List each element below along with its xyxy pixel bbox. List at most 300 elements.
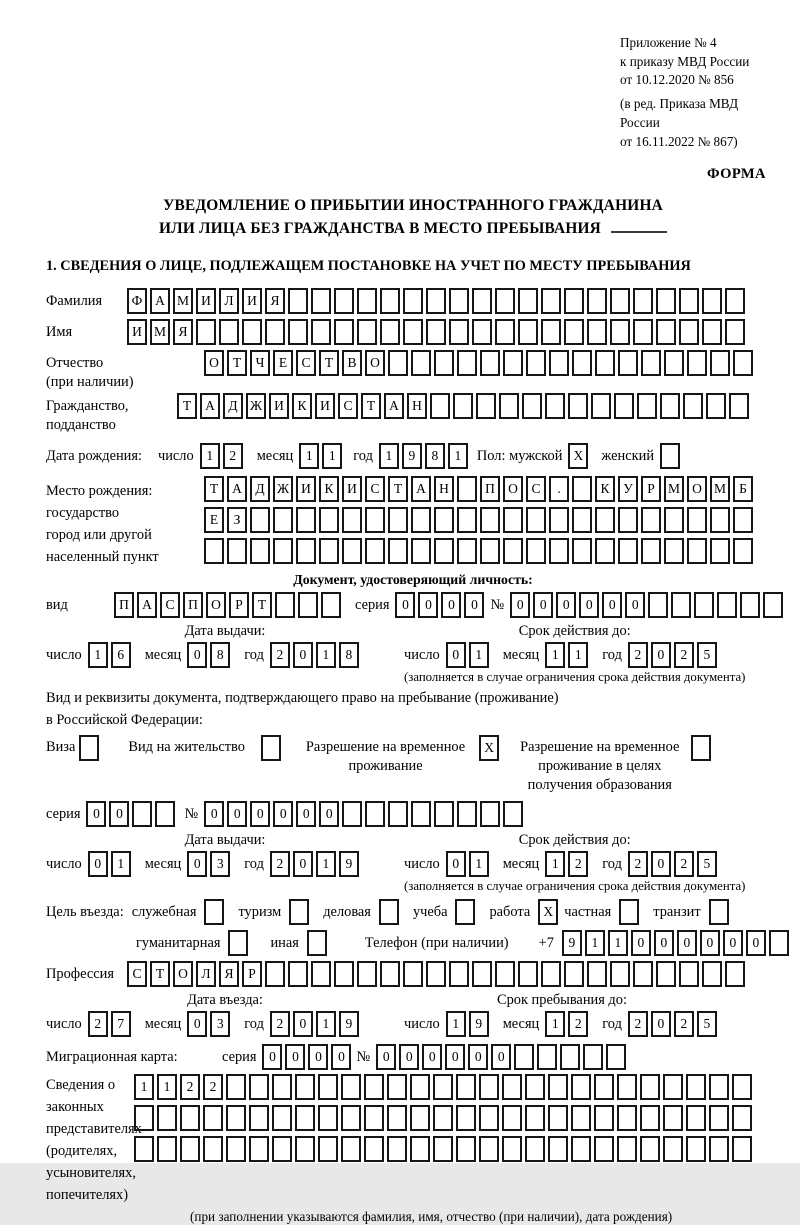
char-cell[interactable]: 0 — [395, 592, 415, 618]
char-cell[interactable] — [226, 1074, 246, 1100]
char-cell[interactable]: Т — [252, 592, 272, 618]
char-cell[interactable] — [525, 1074, 545, 1100]
char-cell[interactable] — [380, 288, 400, 314]
char-cell[interactable] — [502, 1105, 522, 1131]
char-cell[interactable] — [671, 592, 691, 618]
char-cell[interactable]: Ж — [246, 393, 266, 419]
char-cell[interactable] — [725, 319, 745, 345]
char-cell[interactable] — [410, 1074, 430, 1100]
char-cell[interactable]: 0 — [293, 642, 313, 668]
residence-issue-month-cells[interactable] — [187, 851, 233, 877]
char-cell[interactable]: С — [338, 393, 358, 419]
char-cell[interactable] — [480, 507, 500, 533]
char-cell[interactable]: 2 — [88, 1011, 108, 1037]
char-cell[interactable]: О — [206, 592, 226, 618]
char-cell[interactable] — [717, 592, 737, 618]
char-cell[interactable] — [311, 319, 331, 345]
char-cell[interactable]: Р — [242, 961, 262, 987]
char-cell[interactable] — [518, 961, 538, 987]
char-cell[interactable]: 0 — [602, 592, 622, 618]
char-cell[interactable] — [480, 538, 500, 564]
char-cell[interactable] — [342, 507, 362, 533]
char-cell[interactable]: П — [480, 476, 500, 502]
char-cell[interactable] — [250, 538, 270, 564]
char-cell[interactable]: С — [127, 961, 147, 987]
char-cell[interactable]: 0 — [293, 851, 313, 877]
char-cell[interactable] — [686, 1136, 706, 1162]
phone-cells[interactable] — [562, 930, 792, 956]
char-cell[interactable] — [583, 1044, 603, 1070]
char-cell[interactable] — [387, 1105, 407, 1131]
char-cell[interactable]: 0 — [418, 592, 438, 618]
char-cell[interactable] — [249, 1074, 269, 1100]
char-cell[interactable] — [318, 1074, 338, 1100]
char-cell[interactable] — [479, 1074, 499, 1100]
stay-year-cells[interactable] — [628, 1011, 720, 1037]
char-cell[interactable] — [226, 1136, 246, 1162]
representatives-cells-row3[interactable] — [134, 1136, 755, 1162]
char-cell[interactable]: 0 — [654, 930, 674, 956]
char-cell[interactable]: М — [173, 288, 193, 314]
char-cell[interactable] — [242, 319, 262, 345]
char-cell[interactable] — [298, 592, 318, 618]
char-cell[interactable] — [564, 319, 584, 345]
char-cell[interactable]: А — [227, 476, 247, 502]
char-cell[interactable] — [769, 930, 789, 956]
char-cell[interactable] — [549, 538, 569, 564]
char-cell[interactable]: 0 — [533, 592, 553, 618]
char-cell[interactable] — [679, 288, 699, 314]
char-cell[interactable] — [318, 1105, 338, 1131]
char-cell[interactable] — [380, 319, 400, 345]
purpose-tourism-checkbox[interactable] — [289, 899, 309, 925]
char-cell[interactable]: 1 — [545, 851, 565, 877]
char-cell[interactable] — [640, 1074, 660, 1100]
char-cell[interactable] — [227, 538, 247, 564]
char-cell[interactable] — [334, 961, 354, 987]
char-cell[interactable]: 0 — [250, 801, 270, 827]
char-cell[interactable] — [388, 538, 408, 564]
char-cell[interactable] — [518, 319, 538, 345]
char-cell[interactable] — [426, 288, 446, 314]
char-cell[interactable] — [387, 1074, 407, 1100]
char-cell[interactable] — [410, 1105, 430, 1131]
char-cell[interactable]: 1 — [469, 851, 489, 877]
char-cell[interactable]: 0 — [625, 592, 645, 618]
char-cell[interactable] — [434, 538, 454, 564]
char-cell[interactable]: 2 — [223, 443, 243, 469]
char-cell[interactable] — [226, 1105, 246, 1131]
char-cell[interactable]: С — [296, 350, 316, 376]
char-cell[interactable] — [560, 1044, 580, 1070]
char-cell[interactable]: Д — [223, 393, 243, 419]
char-cell[interactable] — [318, 1136, 338, 1162]
char-cell[interactable]: Я — [173, 319, 193, 345]
char-cell[interactable] — [648, 592, 668, 618]
char-cell[interactable] — [591, 393, 611, 419]
char-cell[interactable]: 0 — [446, 642, 466, 668]
char-cell[interactable] — [403, 319, 423, 345]
char-cell[interactable] — [640, 1136, 660, 1162]
char-cell[interactable]: У — [618, 476, 638, 502]
char-cell[interactable] — [479, 1105, 499, 1131]
char-cell[interactable]: Н — [434, 476, 454, 502]
char-cell[interactable] — [365, 507, 385, 533]
char-cell[interactable] — [709, 1074, 729, 1100]
char-cell[interactable] — [610, 961, 630, 987]
char-cell[interactable] — [526, 350, 546, 376]
purpose-study-checkbox[interactable] — [455, 899, 475, 925]
char-cell[interactable]: Т — [204, 476, 224, 502]
char-cell[interactable] — [587, 288, 607, 314]
char-cell[interactable] — [272, 1105, 292, 1131]
temp-residence-checkbox[interactable]: X — [479, 735, 499, 761]
representatives-cells-row1[interactable] — [134, 1074, 755, 1100]
char-cell[interactable]: 6 — [111, 642, 131, 668]
char-cell[interactable] — [618, 507, 638, 533]
char-cell[interactable]: 0 — [464, 592, 484, 618]
char-cell[interactable] — [660, 393, 680, 419]
profession-cells[interactable] — [127, 961, 748, 987]
purpose-private-checkbox[interactable] — [619, 899, 639, 925]
char-cell[interactable] — [687, 507, 707, 533]
char-cell[interactable]: 0 — [556, 592, 576, 618]
char-cell[interactable] — [702, 319, 722, 345]
char-cell[interactable]: Л — [196, 961, 216, 987]
char-cell[interactable] — [572, 507, 592, 533]
char-cell[interactable] — [155, 801, 175, 827]
char-cell[interactable]: 2 — [674, 642, 694, 668]
char-cell[interactable]: 0 — [445, 1044, 465, 1070]
char-cell[interactable] — [180, 1136, 200, 1162]
char-cell[interactable]: 0 — [651, 1011, 671, 1037]
identity-issue-month-cells[interactable] — [187, 642, 233, 668]
char-cell[interactable] — [564, 288, 584, 314]
residence-valid-day-cells[interactable] — [446, 851, 492, 877]
char-cell[interactable]: 0 — [296, 801, 316, 827]
char-cell[interactable] — [288, 288, 308, 314]
char-cell[interactable] — [295, 1105, 315, 1131]
char-cell[interactable]: 8 — [210, 642, 230, 668]
char-cell[interactable] — [449, 961, 469, 987]
char-cell[interactable] — [132, 801, 152, 827]
char-cell[interactable]: 0 — [510, 592, 530, 618]
char-cell[interactable]: 3 — [210, 851, 230, 877]
doc-series-cells[interactable] — [395, 592, 487, 618]
char-cell[interactable]: 2 — [270, 851, 290, 877]
char-cell[interactable] — [595, 507, 615, 533]
char-cell[interactable] — [687, 350, 707, 376]
char-cell[interactable] — [702, 961, 722, 987]
char-cell[interactable] — [319, 507, 339, 533]
doc-kind-cells[interactable] — [114, 592, 344, 618]
char-cell[interactable] — [388, 801, 408, 827]
char-cell[interactable]: А — [411, 476, 431, 502]
char-cell[interactable] — [594, 1136, 614, 1162]
char-cell[interactable]: Т — [388, 476, 408, 502]
char-cell[interactable]: Т — [319, 350, 339, 376]
residence-valid-month-cells[interactable] — [545, 851, 591, 877]
char-cell[interactable]: 1 — [157, 1074, 177, 1100]
birth-day-cells[interactable] — [200, 443, 246, 469]
char-cell[interactable]: 0 — [746, 930, 766, 956]
char-cell[interactable] — [729, 393, 749, 419]
char-cell[interactable]: 1 — [316, 1011, 336, 1037]
char-cell[interactable] — [411, 507, 431, 533]
char-cell[interactable] — [272, 1074, 292, 1100]
char-cell[interactable]: О — [173, 961, 193, 987]
char-cell[interactable] — [740, 592, 760, 618]
char-cell[interactable] — [594, 1074, 614, 1100]
char-cell[interactable]: М — [150, 319, 170, 345]
char-cell[interactable] — [341, 1136, 361, 1162]
citizenship-cells[interactable] — [177, 393, 752, 419]
char-cell[interactable] — [433, 1136, 453, 1162]
char-cell[interactable] — [679, 319, 699, 345]
char-cell[interactable] — [564, 961, 584, 987]
char-cell[interactable] — [273, 507, 293, 533]
char-cell[interactable] — [617, 1136, 637, 1162]
char-cell[interactable]: 0 — [293, 1011, 313, 1037]
char-cell[interactable]: И — [342, 476, 362, 502]
char-cell[interactable]: 1 — [446, 1011, 466, 1037]
char-cell[interactable] — [134, 1105, 154, 1131]
residence-series-cells[interactable] — [86, 801, 178, 827]
char-cell[interactable] — [364, 1074, 384, 1100]
char-cell[interactable] — [457, 507, 477, 533]
char-cell[interactable]: И — [196, 288, 216, 314]
char-cell[interactable]: 1 — [545, 642, 565, 668]
char-cell[interactable] — [618, 538, 638, 564]
char-cell[interactable] — [664, 538, 684, 564]
char-cell[interactable] — [410, 1136, 430, 1162]
char-cell[interactable] — [342, 538, 362, 564]
char-cell[interactable] — [568, 393, 588, 419]
char-cell[interactable] — [272, 1136, 292, 1162]
char-cell[interactable]: К — [595, 476, 615, 502]
char-cell[interactable]: 0 — [319, 801, 339, 827]
char-cell[interactable] — [426, 319, 446, 345]
char-cell[interactable] — [288, 319, 308, 345]
temp-residence-edu-checkbox[interactable] — [691, 735, 711, 761]
char-cell[interactable] — [610, 288, 630, 314]
char-cell[interactable] — [709, 1136, 729, 1162]
char-cell[interactable] — [518, 288, 538, 314]
migration-series-cells[interactable] — [262, 1044, 354, 1070]
char-cell[interactable]: 9 — [402, 443, 422, 469]
char-cell[interactable] — [434, 350, 454, 376]
char-cell[interactable] — [341, 1074, 361, 1100]
char-cell[interactable] — [456, 1074, 476, 1100]
char-cell[interactable] — [495, 288, 515, 314]
char-cell[interactable] — [663, 1074, 683, 1100]
char-cell[interactable]: 0 — [677, 930, 697, 956]
char-cell[interactable] — [295, 1074, 315, 1100]
char-cell[interactable] — [706, 393, 726, 419]
char-cell[interactable]: 2 — [568, 851, 588, 877]
char-cell[interactable]: 0 — [204, 801, 224, 827]
char-cell[interactable] — [275, 592, 295, 618]
residence-valid-year-cells[interactable] — [628, 851, 720, 877]
char-cell[interactable]: 0 — [700, 930, 720, 956]
char-cell[interactable] — [549, 350, 569, 376]
char-cell[interactable] — [614, 393, 634, 419]
char-cell[interactable] — [157, 1105, 177, 1131]
char-cell[interactable]: 0 — [86, 801, 106, 827]
char-cell[interactable] — [321, 592, 341, 618]
char-cell[interactable] — [311, 288, 331, 314]
surname-cells[interactable] — [127, 288, 748, 314]
char-cell[interactable] — [495, 319, 515, 345]
char-cell[interactable] — [434, 801, 454, 827]
char-cell[interactable] — [525, 1136, 545, 1162]
char-cell[interactable]: 0 — [491, 1044, 511, 1070]
stay-month-cells[interactable] — [545, 1011, 591, 1037]
char-cell[interactable]: 0 — [446, 851, 466, 877]
char-cell[interactable] — [457, 538, 477, 564]
char-cell[interactable] — [403, 961, 423, 987]
char-cell[interactable] — [526, 507, 546, 533]
char-cell[interactable]: В — [342, 350, 362, 376]
char-cell[interactable]: Д — [250, 476, 270, 502]
char-cell[interactable] — [656, 288, 676, 314]
residence-number-cells[interactable] — [204, 801, 526, 827]
char-cell[interactable] — [617, 1105, 637, 1131]
char-cell[interactable] — [311, 961, 331, 987]
char-cell[interactable] — [641, 507, 661, 533]
char-cell[interactable]: 0 — [285, 1044, 305, 1070]
char-cell[interactable]: 2 — [203, 1074, 223, 1100]
char-cell[interactable] — [365, 801, 385, 827]
char-cell[interactable]: 1 — [88, 642, 108, 668]
char-cell[interactable] — [265, 961, 285, 987]
char-cell[interactable] — [587, 319, 607, 345]
char-cell[interactable]: Р — [641, 476, 661, 502]
char-cell[interactable] — [180, 1105, 200, 1131]
char-cell[interactable] — [537, 1044, 557, 1070]
purpose-humanitarian-checkbox[interactable] — [228, 930, 248, 956]
char-cell[interactable] — [203, 1105, 223, 1131]
char-cell[interactable] — [663, 1136, 683, 1162]
char-cell[interactable]: 2 — [628, 642, 648, 668]
char-cell[interactable]: Т — [150, 961, 170, 987]
identity-issue-day-cells[interactable] — [88, 642, 134, 668]
char-cell[interactable]: 0 — [399, 1044, 419, 1070]
char-cell[interactable] — [411, 350, 431, 376]
char-cell[interactable]: 1 — [448, 443, 468, 469]
char-cell[interactable] — [296, 538, 316, 564]
char-cell[interactable]: 2 — [674, 851, 694, 877]
char-cell[interactable] — [295, 1136, 315, 1162]
char-cell[interactable]: Л — [219, 288, 239, 314]
char-cell[interactable] — [637, 393, 657, 419]
char-cell[interactable] — [503, 538, 523, 564]
char-cell[interactable] — [641, 350, 661, 376]
char-cell[interactable] — [365, 538, 385, 564]
char-cell[interactable] — [587, 961, 607, 987]
char-cell[interactable] — [732, 1105, 752, 1131]
char-cell[interactable] — [288, 961, 308, 987]
char-cell[interactable]: И — [127, 319, 147, 345]
char-cell[interactable] — [342, 801, 362, 827]
char-cell[interactable] — [472, 961, 492, 987]
char-cell[interactable]: П — [114, 592, 134, 618]
char-cell[interactable] — [250, 507, 270, 533]
char-cell[interactable]: 0 — [187, 851, 207, 877]
char-cell[interactable] — [733, 507, 753, 533]
char-cell[interactable] — [572, 538, 592, 564]
char-cell[interactable] — [618, 350, 638, 376]
char-cell[interactable] — [710, 538, 730, 564]
char-cell[interactable] — [571, 1074, 591, 1100]
purpose-transit-checkbox[interactable] — [709, 899, 729, 925]
char-cell[interactable]: 2 — [568, 1011, 588, 1037]
char-cell[interactable] — [357, 319, 377, 345]
char-cell[interactable] — [203, 1136, 223, 1162]
char-cell[interactable]: 0 — [273, 801, 293, 827]
char-cell[interactable]: 3 — [210, 1011, 230, 1037]
char-cell[interactable] — [526, 538, 546, 564]
identity-valid-day-cells[interactable] — [446, 642, 492, 668]
char-cell[interactable] — [503, 350, 523, 376]
birth-place-cells-row1[interactable] — [204, 476, 756, 502]
char-cell[interactable] — [679, 961, 699, 987]
char-cell[interactable] — [732, 1074, 752, 1100]
char-cell[interactable] — [453, 393, 473, 419]
char-cell[interactable] — [457, 476, 477, 502]
char-cell[interactable] — [388, 507, 408, 533]
char-cell[interactable]: Ж — [273, 476, 293, 502]
char-cell[interactable] — [548, 1074, 568, 1100]
char-cell[interactable] — [725, 961, 745, 987]
char-cell[interactable] — [594, 1105, 614, 1131]
char-cell[interactable]: 0 — [441, 592, 461, 618]
char-cell[interactable] — [457, 350, 477, 376]
char-cell[interactable]: 0 — [109, 801, 129, 827]
char-cell[interactable] — [449, 288, 469, 314]
char-cell[interactable]: 0 — [631, 930, 651, 956]
char-cell[interactable]: 2 — [180, 1074, 200, 1100]
birth-place-cells-row2[interactable] — [204, 507, 756, 533]
char-cell[interactable]: И — [269, 393, 289, 419]
purpose-official-checkbox[interactable] — [204, 899, 224, 925]
char-cell[interactable]: З — [227, 507, 247, 533]
char-cell[interactable]: М — [710, 476, 730, 502]
char-cell[interactable] — [541, 319, 561, 345]
purpose-work-checkbox[interactable]: X — [538, 899, 558, 925]
char-cell[interactable]: 1 — [585, 930, 605, 956]
char-cell[interactable]: 0 — [376, 1044, 396, 1070]
char-cell[interactable]: 1 — [200, 443, 220, 469]
char-cell[interactable] — [710, 507, 730, 533]
birth-year-cells[interactable] — [379, 443, 471, 469]
stay-day-cells[interactable] — [446, 1011, 492, 1037]
char-cell[interactable] — [572, 350, 592, 376]
char-cell[interactable]: П — [183, 592, 203, 618]
char-cell[interactable] — [403, 288, 423, 314]
char-cell[interactable] — [525, 1105, 545, 1131]
char-cell[interactable]: Ч — [250, 350, 270, 376]
char-cell[interactable]: Е — [273, 350, 293, 376]
char-cell[interactable]: К — [319, 476, 339, 502]
char-cell[interactable]: 2 — [270, 1011, 290, 1037]
visa-checkbox[interactable] — [79, 735, 99, 761]
char-cell[interactable]: Я — [219, 961, 239, 987]
char-cell[interactable]: О — [503, 476, 523, 502]
char-cell[interactable] — [364, 1105, 384, 1131]
char-cell[interactable]: . — [549, 476, 569, 502]
char-cell[interactable]: О — [687, 476, 707, 502]
